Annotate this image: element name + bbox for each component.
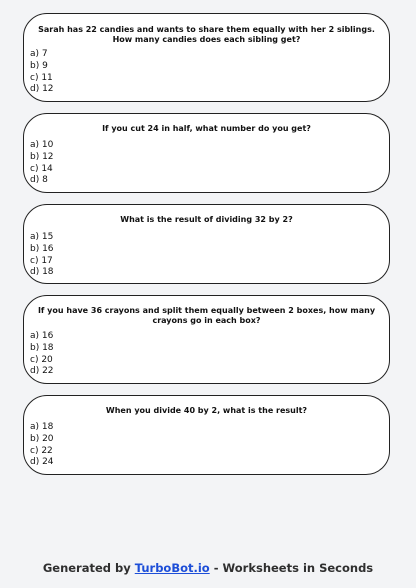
- question-card: [23, 113, 390, 193]
- footer-prefix: Generated by: [42, 561, 135, 575]
- question-text: What is the result of dividing 32 by 2?: [120, 215, 293, 224]
- option-b: b) 18: [30, 342, 54, 353]
- option-d: d) 18: [30, 267, 54, 278]
- option-c: c) 20: [30, 354, 53, 365]
- question-card: [23, 395, 390, 475]
- option-list: [30, 49, 54, 96]
- option-d: d) 12: [30, 84, 54, 95]
- footer-suffix: - Worksheets in Seconds: [209, 561, 374, 575]
- option-list: [30, 140, 54, 187]
- option-d: d) 22: [30, 366, 54, 377]
- question-text: If you cut 24 in half, what number do you get?: [102, 124, 311, 133]
- option-a: a) 10: [30, 140, 54, 150]
- question-card: [23, 13, 390, 102]
- option-a: a) 16: [30, 331, 54, 341]
- turbobot-link[interactable]: TurboBot.io: [134, 561, 210, 575]
- option-b: b) 12: [30, 151, 54, 162]
- option-list: [30, 422, 54, 469]
- option-c: c) 22: [30, 445, 53, 456]
- option-b: b) 9: [30, 60, 48, 71]
- question-card: [23, 204, 390, 284]
- option-c: c) 14: [30, 163, 53, 174]
- question-text: Sarah has 22 candies and wants to share them equally with her 2 siblings. How many candies does each sibling get?: [38, 25, 375, 44]
- option-a: a) 15: [30, 232, 54, 242]
- option-list: [30, 232, 54, 279]
- question-text: When you divide 40 by 2, what is the result?: [105, 406, 308, 415]
- option-c: c) 17: [30, 255, 53, 266]
- option-c: c) 11: [30, 72, 53, 83]
- option-d: d) 24: [30, 457, 54, 468]
- question-card: [23, 295, 390, 384]
- option-a: a) 7: [30, 49, 48, 59]
- footer: [0, 561, 416, 575]
- option-b: b) 20: [30, 433, 54, 444]
- question-text: If you have 36 crayons and split them equally between 2 boxes, how many crayons go in each box?: [37, 306, 376, 325]
- option-a: a) 18: [30, 422, 54, 432]
- option-d: d) 8: [30, 175, 48, 186]
- option-list: [30, 331, 54, 378]
- option-b: b) 16: [30, 243, 54, 254]
